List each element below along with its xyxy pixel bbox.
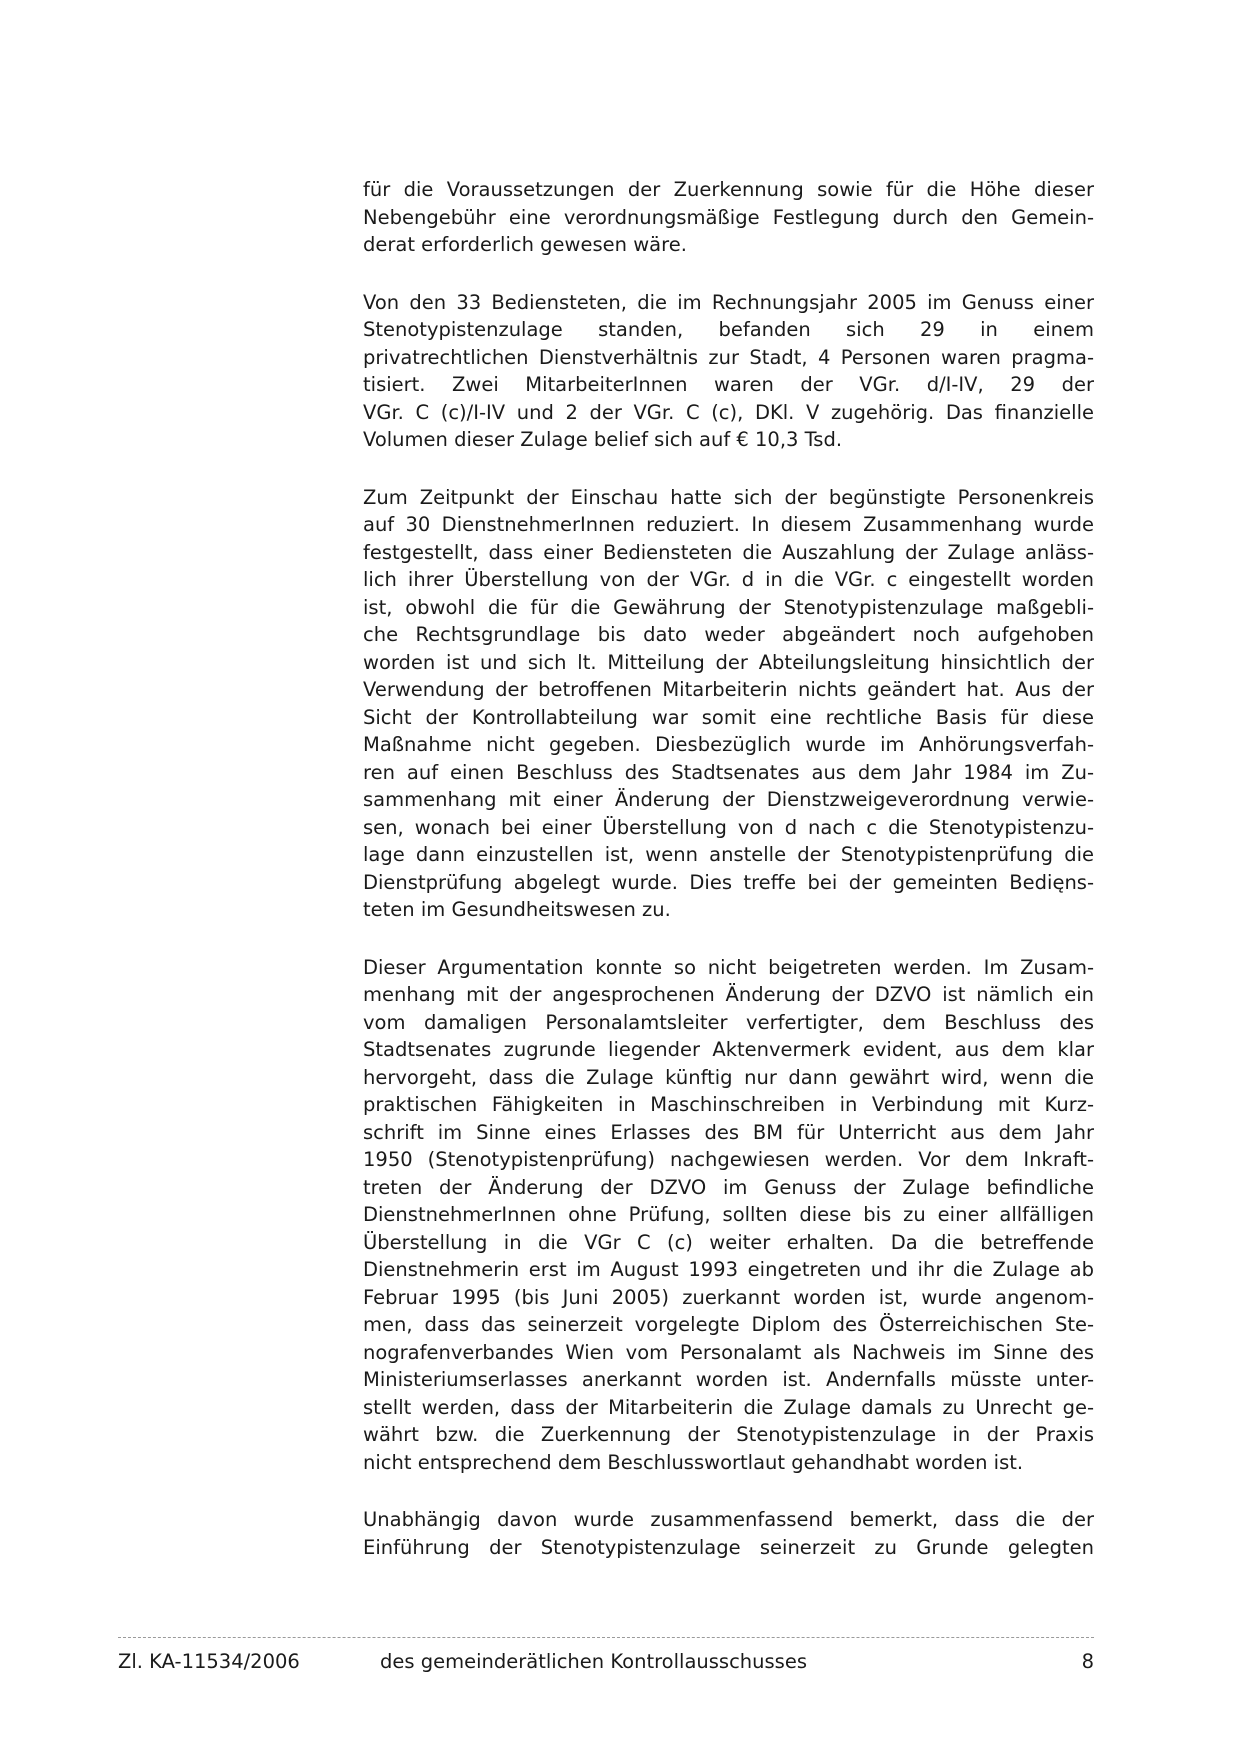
paragraph: [363, 176, 1094, 259]
text-line: Dienstprüfung abgelegt wurde. Dies treffe bei der gemeinten Bedięns-: [363, 870, 1094, 894]
text-line: schrift im Sinne eines Erlasses des BM für Unterricht aus dem Jahr: [363, 1120, 1094, 1144]
text-line: tisiert. Zwei MitarbeiterInnen waren der VGr. d/I-IV, 29 der: [363, 373, 1094, 396]
text-line: vom damaligen Personalamtsleiter verfertigter, dem Beschluss des: [363, 1010, 1094, 1034]
paragraph: [363, 1506, 1094, 1561]
document-body: [363, 176, 1094, 1591]
text-line: ren auf einen Beschluss des Stadtsenates aus dem Jahr 1984 im Zu-: [363, 760, 1094, 784]
text-line: teten im Gesundheitswesen zu.: [363, 898, 671, 921]
paragraph: [363, 289, 1094, 454]
text-line: für die Voraussetzungen der Zuerkennung sowie für die Höhe dieser: [363, 178, 1094, 201]
text-line: lage dann einzustellen ist, wenn anstelle der Stenotypistenprüfung die: [363, 843, 1094, 866]
text-line: Von den 33 Bediensteten, die im Rechnungsjahr 2005 im Genuss einer: [363, 290, 1094, 314]
text-line: treten der Änderung der DZVO im Genuss der Zulage befindliche: [363, 1175, 1094, 1199]
text-line: stellt werden, dass der Mitarbeiterin die Zulage damals zu Unrecht ge-: [363, 1395, 1094, 1419]
footer-page-number: 8: [1081, 1650, 1094, 1673]
text-line: Unabhängig davon wurde zusammenfassend bemerkt, dass die der: [363, 1508, 1094, 1531]
text-line: Ministeriumserlasses anerkannt worden ist. Andernfalls müsste unter-: [363, 1368, 1094, 1391]
text-line: men, dass das seinerzeit vorgelegte Diplom des Österreichischen Ste-: [363, 1313, 1094, 1336]
paragraph: [363, 954, 1094, 1477]
text-line: hervorgeht, dass die Zulage künftig nur dann gewährt wird, wenn die: [363, 1065, 1094, 1089]
text-line: Sicht der Kontrollabteilung war somit eine rechtliche Basis für diese: [363, 705, 1094, 729]
text-line: DienstnehmerInnen ohne Prüfung, sollten diese bis zu einer allfälligen: [363, 1203, 1094, 1226]
text-line: Dieser Argumentation konnte so nicht beigetreten werden. Im Zusam-: [363, 955, 1094, 979]
text-line: che Rechtsgrundlage bis dato weder abgeändert noch aufgehoben: [363, 623, 1094, 646]
text-line: festgestellt, dass einer Bediensteten die Auszahlung der Zulage anläss-: [363, 540, 1094, 564]
text-line: Februar 1995 (bis Juni 2005) zuerkannt worden ist, wurde angenom-: [363, 1285, 1094, 1309]
text-line: Nebengebühr eine verordnungsmäßige Festlegung durch den Gemein-: [363, 205, 1094, 229]
text-line: VGr. C (c)/I-IV und 2 der VGr. C (c), DKl. V zugehörig. Das finanzielle: [363, 400, 1094, 424]
text-line: Überstellung in die VGr C (c) weiter erhalten. Da die betreffende: [363, 1230, 1094, 1254]
text-line: Stadtsenates zugrunde liegender Aktenvermerk evident, aus dem klar: [363, 1038, 1094, 1061]
text-line: Maßnahme nicht gegeben. Diesbezüglich wurde im Anhörungsverfah-: [363, 733, 1094, 756]
text-line: derat erforderlich gewesen wäre.: [363, 233, 687, 256]
text-line: nografenverbandes Wien vom Personalamt als Nachweis im Sinne des: [363, 1340, 1094, 1364]
text-line: Einführung der Stenotypistenzulage seinerzeit zu Grunde gelegten: [363, 1535, 1094, 1559]
text-line: Dienstnehmerin erst im August 1993 eingetreten und ihr die Zulage ab: [363, 1258, 1094, 1281]
text-line: menhang mit der angesprochenen Änderung der DZVO ist nämlich ein: [363, 983, 1094, 1006]
text-line: währt bzw. die Zuerkennung der Stenotypistenzulage in der Praxis: [363, 1423, 1094, 1446]
text-line: lich ihrer Überstellung von der VGr. d in die VGr. c eingestellt worden: [363, 568, 1094, 591]
text-line: sammenhang mit einer Änderung der Dienstzweigeverordnung verwie-: [363, 788, 1094, 811]
footer-divider: [118, 1637, 1094, 1638]
text-line: Zum Zeitpunkt der Einschau hatte sich der begünstigte Personenkreis: [363, 485, 1094, 509]
text-line: Stenotypistenzulage standen, befanden sich 29 in einem: [363, 318, 1094, 341]
text-line: 1950 (Stenotypistenprüfung) nachgewiesen werden. Vor dem Inkraft-: [363, 1148, 1094, 1171]
text-line: nicht entsprechend dem Beschlusswortlaut gehandhabt worden ist.: [363, 1450, 1024, 1474]
text-line: auf 30 DienstnehmerInnen reduziert. In diesem Zusammenhang wurde: [363, 513, 1094, 536]
text-line: ist, obwohl die für die Gewährung der Stenotypistenzulage maßgebli-: [363, 595, 1094, 619]
text-line: sen, wonach bei einer Überstellung von d nach c die Stenotypistenzu-: [363, 815, 1094, 839]
footer-reference: Zl. KA-11534/2006: [118, 1650, 300, 1673]
text-line: praktischen Fähigkeiten in Maschinschreiben in Verbindung mit Kurz-: [363, 1093, 1094, 1116]
text-line: Verwendung der betroffenen Mitarbeiterin nichts geändert hat. Aus der: [363, 678, 1094, 701]
text-line: Volumen dieser Zulage belief sich auf € 10,3 Tsd.: [363, 428, 843, 451]
text-line: worden ist und sich lt. Mitteilung der Abteilungsleitung hinsichtlich der: [363, 650, 1094, 674]
footer-committee: des gemeinderätlichen Kontrollausschusses: [380, 1650, 807, 1673]
paragraph: [363, 484, 1094, 924]
text-line: privatrechtlichen Dienstverhältnis zur Stadt, 4 Personen waren pragma-: [363, 345, 1094, 369]
